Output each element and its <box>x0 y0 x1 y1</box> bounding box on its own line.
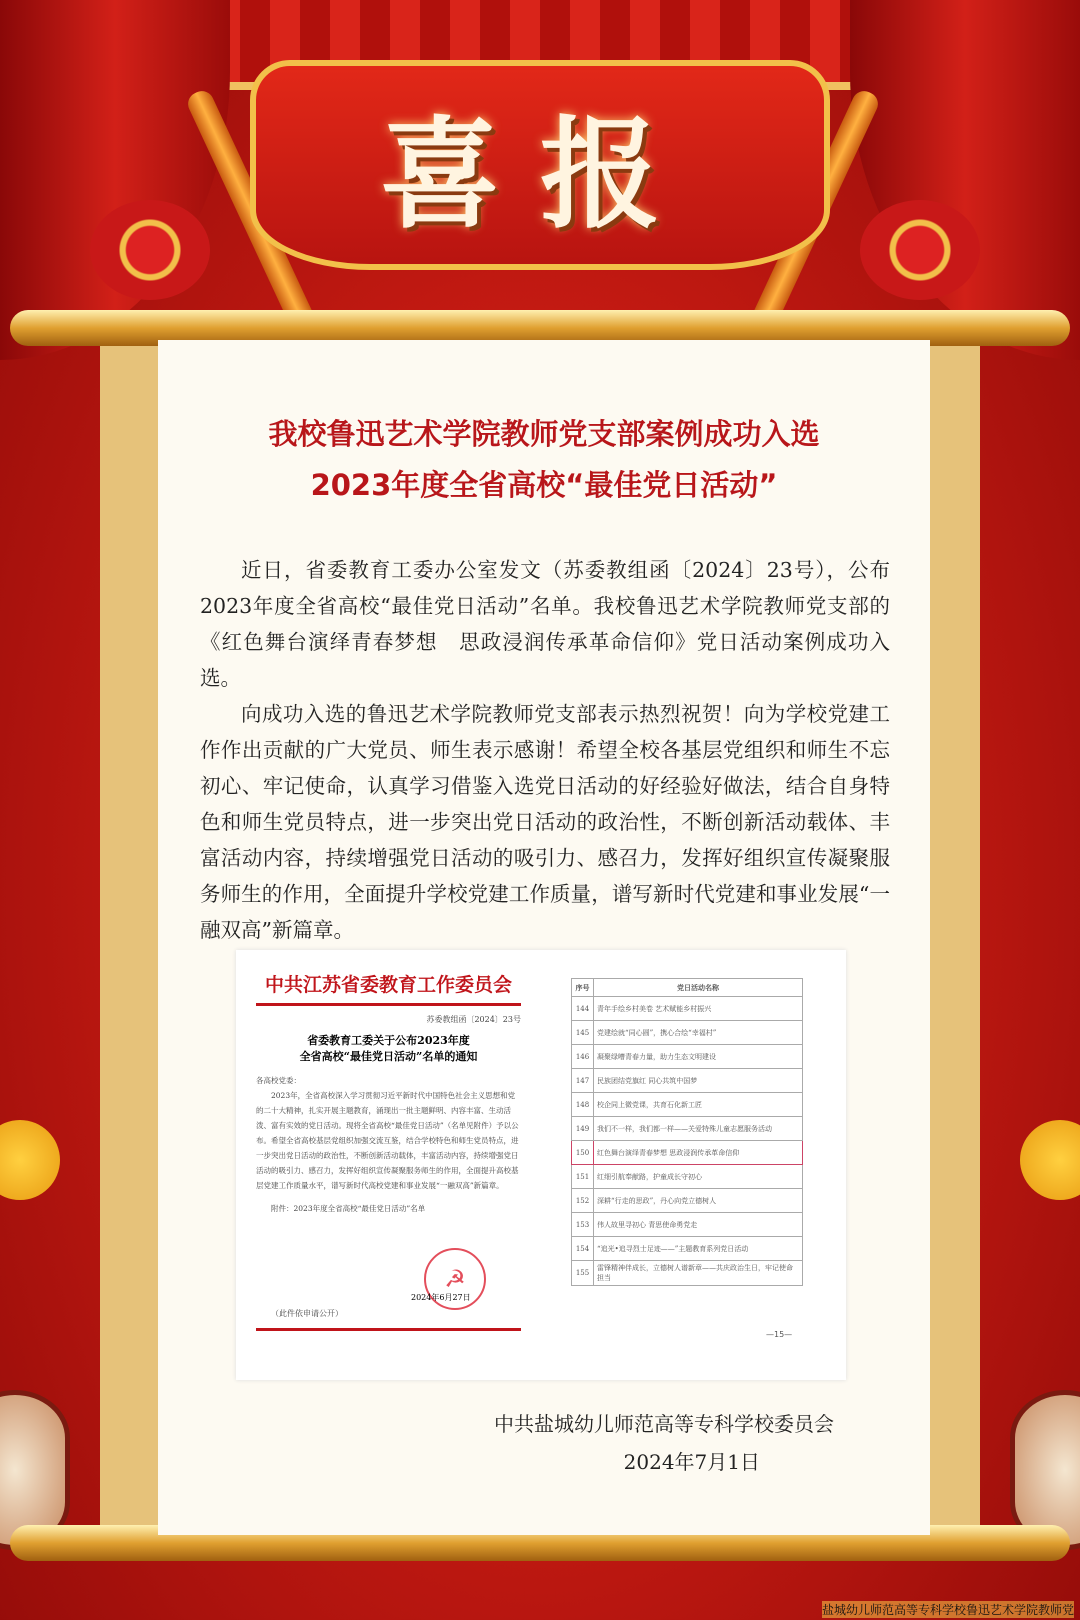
headline-line2: 2023年度全省高校“最佳党日活动” <box>310 468 778 502</box>
activity-name: 民族团结党旗红 同心共筑中国梦 <box>594 1069 803 1093</box>
flower-ornament-right <box>1020 1120 1080 1200</box>
table-row <box>572 1117 803 1141</box>
page-number: —15— <box>766 1330 793 1339</box>
attachment-note: 附件：2023年度全省高校“最佳党日活动”名单 <box>271 1204 426 1213</box>
header-name: 党日活动名称 <box>594 979 803 997</box>
activity-name: 雷锋精神伴成长，立德树人谱新章——共庆政治生日，牢记使命担当 <box>594 1261 803 1286</box>
row-number: 146 <box>572 1045 594 1069</box>
activity-name: 党建绘就“同心圆”，携心合绘“幸福村” <box>594 1021 803 1045</box>
article-body <box>200 552 890 948</box>
activity-name: 红细引航奉献路，护童成长守初心 <box>594 1165 803 1189</box>
paragraph-2: 向成功入选的鲁迅艺术学院教师党支部表示热烈祝贺！向为学校党建工作作出贡献的广大党员、师生表示感谢！希望全校各基层党组织和师生不忘初心、牢记使命，认真学习借鉴入选党日活动的好经验好做法，结合自身特色和师生党员特点，进一步突出党日活动的政治性，不断创新活动载体、丰富活动内容，持续增强党日活动的吸引力、感召力，发挥好组织宣传凝聚服务师生的作用，全面提升学校党建工作质量，谱写新时代党建和事业发展“一融双高”新篇章。 <box>200 702 890 942</box>
activity-list-table <box>571 978 803 1286</box>
activity-name: 红色舞台演绎青春梦想 思政浸润传承革命信仰 <box>594 1141 803 1165</box>
activity-name: 伟人故里寻初心 青思使命勇党走 <box>594 1213 803 1237</box>
signature-date: 2024年7月1日 <box>623 1450 760 1474</box>
curtain-left <box>0 0 230 360</box>
letter-header: 中共江苏省委教育工作委员会 <box>256 970 521 1006</box>
row-number: 150 <box>572 1141 594 1165</box>
banner-text: 喜报 <box>380 104 700 245</box>
row-number: 149 <box>572 1117 594 1141</box>
row-number: 145 <box>572 1021 594 1045</box>
signature-org: 中共盐城幼儿师范高等专科学校委员会 <box>494 1412 834 1436</box>
row-number: 148 <box>572 1093 594 1117</box>
cloud-ornament-left <box>90 200 210 300</box>
activity-name: 凝聚绿嘈青春力量，助力生态文明建设 <box>594 1045 803 1069</box>
table-row <box>572 1045 803 1069</box>
activity-name: 青年手绘乡村美卷 艺术赋能乡村振兴 <box>594 997 803 1021</box>
row-number: 152 <box>572 1189 594 1213</box>
headline-line1: 我校鲁迅艺术学院教师党支部案例成功入选 <box>268 417 820 451</box>
table-row <box>572 1021 803 1045</box>
watermark: 盐城幼儿师范高等专科学校鲁迅艺术学院教师党 <box>821 1603 1074 1617</box>
row-number: 153 <box>572 1213 594 1237</box>
public-note: （此件依申请公开） <box>271 1309 343 1318</box>
table-row <box>572 1069 803 1093</box>
table-row <box>572 1189 803 1213</box>
row-number: 144 <box>572 997 594 1021</box>
table-row <box>572 1261 803 1286</box>
row-number: 154 <box>572 1237 594 1261</box>
activity-name: “追光•追寻烈士足迹——”主题教育系列党日活动 <box>594 1237 803 1261</box>
good-news-banner <box>250 60 830 270</box>
letter-title-2: 全省高校“最佳党日活动”名单的通知 <box>299 1050 478 1063</box>
cloud-ornament-right <box>860 200 980 300</box>
letter-title-1: 省委教育工委关于公布2023年度 <box>307 1034 470 1047</box>
curtain-right <box>850 0 1080 360</box>
letter-date: 2024年6月27日 <box>411 1293 471 1302</box>
scroll-paper <box>158 340 930 1535</box>
row-number: 147 <box>572 1069 594 1093</box>
salutation: 各高校党委： <box>256 1076 301 1085</box>
table-row <box>572 1165 803 1189</box>
notice-letter <box>256 970 521 1318</box>
notice-document-image <box>236 950 846 1380</box>
activity-name: 我们不一样，我们都一样——关爱特殊儿童志愿服务活动 <box>594 1117 803 1141</box>
red-divider <box>256 1328 521 1331</box>
flower-ornament-left <box>0 1120 60 1200</box>
table-row <box>572 1237 803 1261</box>
paragraph-1: 近日，省委教育工委办公室发文（苏委教组函〔2024〕23号），公布2023年度全省高校“最佳党日活动”名单。我校鲁迅艺术学院教师党支部的《红色舞台演绎青春梦想 思政浸润传承革命信仰》党日活动案例成功入选。 <box>200 558 890 690</box>
row-number: 155 <box>572 1261 594 1286</box>
letter-text: 2023年，全省高校深入学习贯彻习近平新时代中国特色社会主义思想和党的二十大精神，扎实开展主题教育，涌现出一批主题鲜明、内容丰富、生动活泼、富有实效的党日活动。现将全省高校“最佳党日活动”（名单见附件）予以公布。希望全省高校基层党组织加强交流互鉴，结合学校特色和师生党员特点，进一步突出党日活动的政治性，不断创新活动载体，丰富活动内容，持续增强党日活动的吸引力、感召力，发挥好组织宣传凝聚服务师生的作用，全面提升高校基层党建工作质量水平，谱写新时代高校党建和事业发展“一融双高”新篇章。 <box>256 1091 519 1190</box>
row-number: 151 <box>572 1165 594 1189</box>
party-seal-icon: ☭ <box>424 1248 486 1310</box>
table-row <box>572 1213 803 1237</box>
table-row <box>572 997 803 1021</box>
document-number: 苏委教组函〔2024〕23号 <box>426 1015 521 1024</box>
activity-name: 深耕“行走的思政”，丹心向党立德树人 <box>594 1189 803 1213</box>
table-row <box>572 1141 803 1165</box>
table-row <box>572 1093 803 1117</box>
header-no: 序号 <box>572 979 594 997</box>
activity-name: 校企同上微党课，共育石化新工匠 <box>594 1093 803 1117</box>
